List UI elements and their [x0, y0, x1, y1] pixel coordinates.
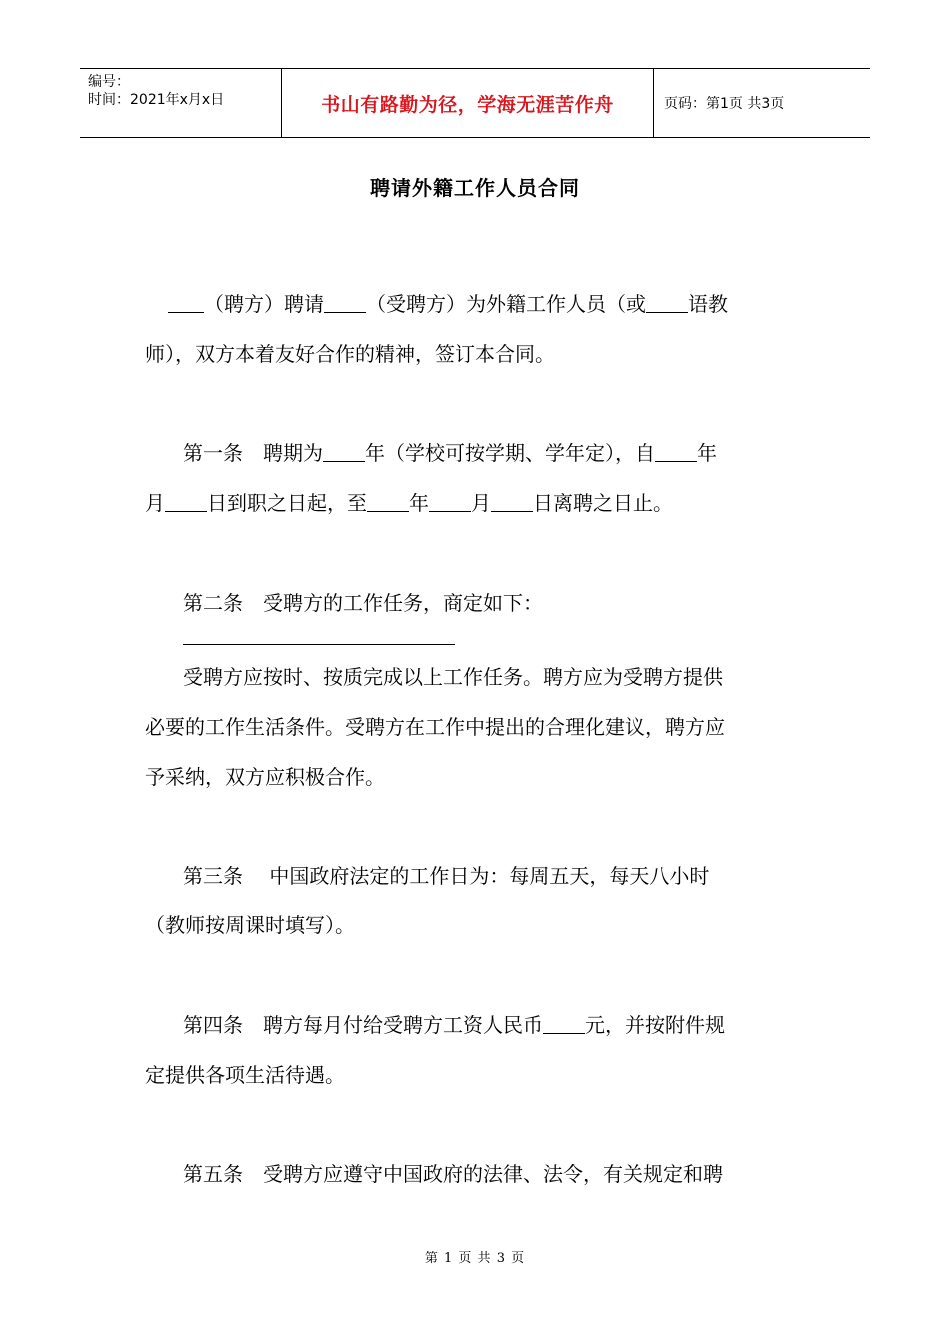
header-number-label: 编号： — [88, 74, 130, 90]
article-2-line-4: 予采纳，双方应积极合作。 — [145, 765, 385, 789]
article-1-line-2: 月 日到职之日起，至 年 月 日离聘之日止。 — [145, 491, 673, 515]
article-2-line-2: 受聘方应按时、按质完成以上工作任务。聘方应为受聘方提供 — [183, 665, 723, 689]
intro-line-1: （聘方）聘请 （受聘方）为外籍工作人员（或 语教 — [168, 279, 832, 329]
article-2-line-3: 必要的工作生活条件。受聘方在工作中提出的合理化建议，聘方应 — [145, 715, 725, 739]
blank-field — [491, 491, 533, 512]
blank-field — [429, 491, 471, 512]
page-header — [80, 68, 870, 138]
article-2-line-1: 第二条 受聘方的工作任务，商定如下： — [183, 591, 543, 615]
article-3-line-2: （教师按周课时填写）。 — [145, 913, 355, 937]
header-meta — [80, 69, 281, 137]
blank-field — [324, 292, 366, 313]
blank-field — [367, 491, 409, 512]
document-title: 聘请外籍工作人员合同 — [370, 176, 580, 200]
blank-field — [655, 441, 697, 462]
page-footer: 第 1 页 共 3 页 — [424, 1251, 526, 1266]
intro-line-2: 师），双方本着友好合作的精神，签订本合同。 — [145, 342, 555, 366]
article-4-line-1: 第四条 聘方每月付给受聘方工资人民币 元，并按附件规 — [183, 1013, 725, 1037]
header-page-info: 页码：第1页 共3页 — [664, 96, 785, 112]
header-motto: 书山有路勤为径，学海无涯苦作舟 — [281, 69, 654, 137]
blank-field — [165, 491, 207, 512]
header-time-label: 时间：2021年x月x日 — [88, 92, 225, 108]
blank-field — [543, 1013, 585, 1034]
blank-field — [323, 441, 365, 462]
blank-field — [168, 292, 204, 313]
blank-field — [646, 292, 688, 313]
article-4-line-2: 定提供各项生活待遇。 — [145, 1063, 345, 1087]
article-3-line-1: 第三条 中国政府法定的工作日为：每周五天，每天八小时 — [183, 864, 710, 888]
blank-line-long — [183, 644, 455, 645]
article-1-line-1: 第一条 聘期为 年（学校可按学期、学年定），自 年 — [183, 441, 717, 465]
article-5-line-1: 第五条 受聘方应遵守中国政府的法律、法令，有关规定和聘 — [183, 1162, 723, 1186]
